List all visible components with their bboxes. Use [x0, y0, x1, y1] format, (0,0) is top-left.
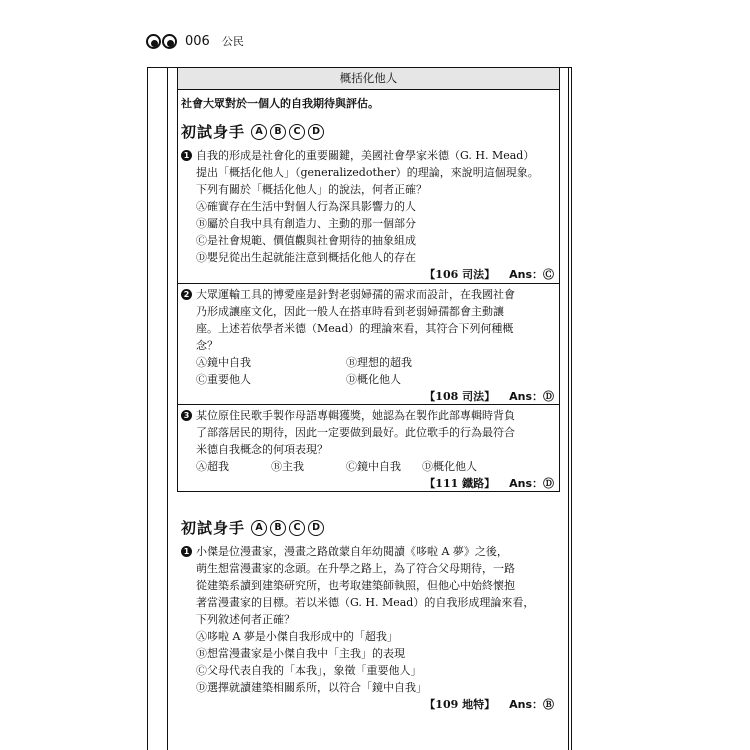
question-3 — [181, 407, 556, 492]
question-text: 自我的形成是社會化的重要關鍵，美國社會學家米德（G. H. Mead） — [196, 149, 535, 162]
question-text: 下列敘述何者正確？ — [196, 613, 295, 626]
concept-definition: 社會大眾對於一個人的自我期待與評估。 — [181, 97, 379, 110]
question-text: 著當漫畫家的目標。若以米德（G. H. Mead）的自我形成理論來看， — [196, 596, 535, 609]
option-a: Ⓐ哆啦 A 夢是小傑自我形成中的「超我」 — [196, 630, 398, 643]
option-b: Ⓑ屬於自我中具有創造力、主動的那一個部分 — [196, 217, 416, 230]
badge-a-icon: A — [251, 124, 267, 140]
outer-left-rule — [147, 67, 148, 750]
badge-c-icon: C — [289, 520, 305, 536]
question-text: 某位原住民歌手製作母語專輯獲獎，她認為在製作此部專輯時背負 — [196, 409, 515, 422]
option-b: Ⓑ主我 — [271, 460, 304, 473]
option-d: Ⓓ概化他人 — [346, 373, 401, 386]
badge-c-icon: C — [289, 124, 305, 140]
question-text: 提出「概括化他人」（generalizedother）的理論，來說明這個現象。 — [196, 166, 539, 179]
option-a: Ⓐ超我 — [196, 460, 229, 473]
question-number: 3 — [181, 410, 192, 421]
option-a: Ⓐ確實存在生活中對個人行為深具影響力的人 — [196, 200, 416, 213]
question-4 — [181, 543, 556, 713]
option-c: Ⓒ鏡中自我 — [346, 460, 401, 473]
question-divider — [177, 283, 560, 284]
answer-label: Ans：Ⓓ — [509, 477, 554, 490]
section-heading-1 — [181, 121, 327, 142]
badge-b-icon: B — [270, 124, 286, 140]
section-heading-2 — [181, 517, 327, 538]
badge-b-icon: B — [270, 520, 286, 536]
answer-line — [181, 696, 556, 713]
question-number: 2 — [181, 289, 192, 300]
answer-label: Ans：Ⓒ — [509, 268, 554, 281]
outer-right-rule — [571, 67, 572, 750]
page-number: 006 — [185, 33, 210, 49]
option-d: Ⓓ嬰兒從出生起就能注意到概括化他人的存在 — [196, 251, 416, 264]
inner-right-rule — [568, 67, 569, 750]
subject-label: 公民 — [221, 35, 244, 48]
answer-line — [181, 388, 556, 405]
question-text: 從建築系讀到建築研究所，也考取建築師執照，但他心中始終懷抱 — [196, 579, 515, 592]
eyes-icon — [146, 34, 177, 49]
question-text: 座。上述若依學者米德（Mead）的理論來看，其符合下列何種概 — [196, 322, 514, 335]
page-header — [146, 30, 244, 52]
option-a: Ⓐ鏡中自我 — [196, 356, 251, 369]
source-label: 【106 司法】 — [424, 268, 496, 281]
option-c: Ⓒ父母代表自我的「本我」，象徵「重要他人」 — [196, 664, 422, 677]
badge-d-icon: D — [308, 520, 324, 536]
question-1 — [181, 147, 556, 283]
question-divider — [177, 404, 560, 405]
source-label: 【108 司法】 — [424, 390, 496, 403]
question-text: 下列有關於「概括化他人」的說法，何者正確？ — [196, 183, 427, 196]
question-text: 大眾運輸工具的博愛座是針對老弱婦孺的需求而設計，在我國社會 — [196, 288, 515, 301]
question-text: 米德自我概念的何項表現？ — [196, 443, 328, 456]
option-b: Ⓑ理想的超我 — [346, 356, 412, 369]
option-b: Ⓑ想當漫畫家是小傑自我中「主我」的表現 — [196, 647, 405, 660]
badge-a-icon: A — [251, 520, 267, 536]
badge-d-icon: D — [308, 124, 324, 140]
option-d: Ⓓ選擇就讀建築相關系所，以符合「鏡中自我」 — [196, 681, 427, 694]
question-text: 了部落居民的期待，因此一定要做到最好。此位歌手的行為最符合 — [196, 426, 515, 439]
section-title: 初試身手 — [181, 519, 246, 537]
inner-left-rule — [167, 67, 168, 750]
option-c: Ⓒ是社會規範、價值觀與社會期待的抽象組成 — [196, 234, 416, 247]
question-number: 1 — [181, 546, 192, 557]
answer-line — [181, 475, 556, 492]
section-title: 初試身手 — [181, 123, 246, 141]
question-text: 乃形成讓座文化，因此一般人在搭車時看到老弱婦孺都會主動讓 — [196, 305, 504, 318]
question-text: 小傑是位漫畫家，漫畫之路啟蒙自年幼閱讀《哆啦 A 夢》之後， — [196, 545, 508, 558]
option-c: Ⓒ重要他人 — [196, 373, 251, 386]
answer-label: Ans：Ⓑ — [509, 698, 554, 711]
concept-title: 概括化他人 — [178, 68, 559, 90]
option-d: Ⓓ概化他人 — [422, 460, 477, 473]
answer-line — [181, 266, 556, 283]
question-text: 念？ — [196, 339, 218, 352]
question-text: 萌生想當漫畫家的念頭。在升學之路上，為了符合父母期待，一路 — [196, 562, 515, 575]
question-2 — [181, 286, 556, 405]
question-number: 1 — [181, 150, 192, 161]
source-label: 【111 鐵路】 — [424, 477, 496, 490]
source-label: 【109 地特】 — [424, 698, 496, 711]
answer-label: Ans：Ⓓ — [509, 390, 554, 403]
